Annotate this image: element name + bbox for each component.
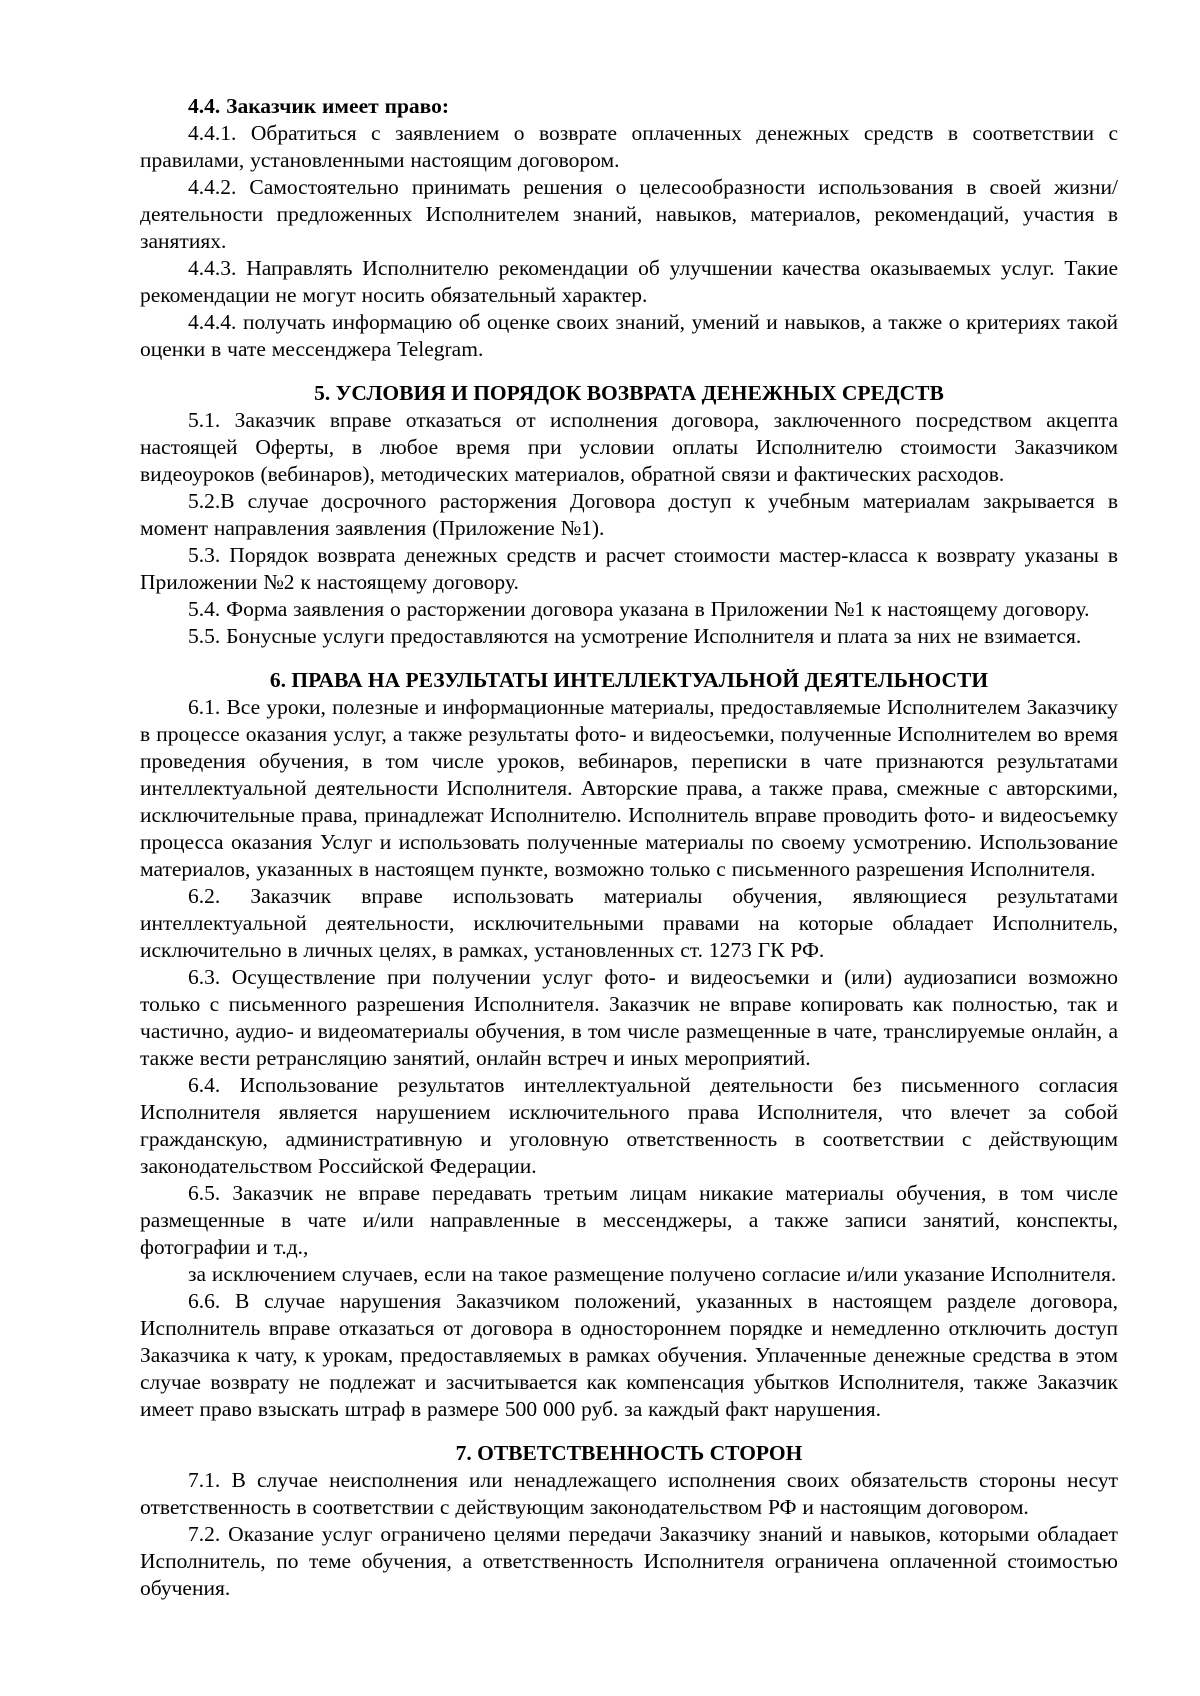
clause-5-3: 5.3. Порядок возврата денежных средств и расчет стоимости мастер-класса к возврату указаны в Приложении №2 к настоящему договору. <box>140 543 1118 594</box>
clause-4-4-1: 4.4.1. Обратиться с заявлением о возврате оплаченных денежных средств в соответствии с правилами, установленными настоящим договором. <box>140 121 1118 172</box>
clause-5-5: 5.5. Бонусные услуги предоставляются на усмотрение Исполнителя и плата за них не взимается. <box>188 624 1082 648</box>
clause-4-4-3: 4.4.3. Направлять Исполнителю рекомендации об улучшении качества оказываемых услуг. Такие рекомендации не могут носить обязательный характер. <box>140 256 1118 307</box>
clause-7-1: 7.1. В случае неисполнения или ненадлежащего исполнения своих обязательств стороны несут ответственность в соответствии с действующим законодательством РФ и настоящим договором. <box>140 1468 1118 1519</box>
clause-6-4: 6.4. Использование результатов интеллектуальной деятельности без письменного согласия Исполнителя является нарушением исключительного права Исполнителя, что влечет за собой гражданскую, административную и уголовную ответственность в соответствии с действующим законодательством Российской Федерации. <box>140 1073 1118 1178</box>
clause-6-2: 6.2. Заказчик вправе использовать материалы обучения, являющиеся результатами интеллектуальной деятельности, исключительными правами на которые обладает Исполнитель, исключительно в личных целях, в рамках, установленных ст. 1273 ГК РФ. <box>140 884 1118 962</box>
clause-6-3: 6.3. Осуществление при получении услуг фото- и видеосъемки и (или) аудиозаписи возможно только с письменного разрешения Исполнителя. Заказчик не вправе копировать как полностью, так и частично, аудио- и видеоматериалы обучения, в том числе размещенные в чате, транслируемые онлайн, а также вести ретрансляцию занятий, онлайн встреч и иных мероприятий. <box>140 965 1118 1070</box>
clause-6-5: 6.5. Заказчик не вправе передавать третьим лицам никакие материалы обучения, в том числе размещенные в чате и/или направленные в мессенджеры, а также записи занятий, конспекты, фотографии и т.д., <box>140 1181 1118 1259</box>
clause-4-4-4: 4.4.4. получать информацию об оценке своих знаний, умений и навыков, а также о критериях такой оценки в чате мессенджера Telegram. <box>140 310 1118 361</box>
clause-5-4: 5.4. Форма заявления о расторжении договора указана в Приложении №1 к настоящему договору. <box>188 597 1090 621</box>
clause-6-1: 6.1. Все уроки, полезные и информационные материалы, предоставляемые Исполнителем Заказчику в процессе оказания услуг, а также результаты фото- и видеосъемки, полученные Исполнителем во время проведения обучения, в том числе уроков, вебинаров, переписки в чате признаются результатами интеллектуальной деятельности Исполнителя. Авторские права, а также права, смежные с авторскими, исключительные права, принадлежат Исполнителю. Исполнитель вправе проводить фото- и видеосъемку процесса оказания Услуг и использовать полученные материалы по своему усмотрению. Использование материалов, указанных в настоящем пункте, возможно только с письменного разрешения Исполнителя. <box>140 695 1118 881</box>
section-7-heading: 7. ОТВЕТСТВЕННОСТЬ СТОРОН <box>455 1441 803 1465</box>
clause-6-6: 6.6. В случае нарушения Заказчиком положений, указанных в настоящем разделе договора, Исполнитель вправе отказаться от договора в одностороннем порядке и немедленно отключить доступ Заказчика к чату, к урокам, предоставляемых в рамках обучения. Уплаченные денежные средства в этом случае возврату не подлежат и засчитывается как компенсация убытков Исполнителя, также Заказчик имеет право взыскать штраф в размере 500 000 руб. за каждый факт нарушения. <box>140 1289 1118 1421</box>
clause-5-2: 5.2.В случае досрочного расторжения Договора доступ к учебным материалам закрывается в момент направления заявления (Приложение №1). <box>140 489 1118 540</box>
section-5-heading: 5. УСЛОВИЯ И ПОРЯДОК ВОЗВРАТА ДЕНЕЖНЫХ СРЕДСТВ <box>314 381 944 405</box>
clause-5-1: 5.1. Заказчик вправе отказаться от исполнения договора, заключенного посредством акцепта настоящей Оферты, в любое время при условии оплаты Исполнителю стоимости Заказчиком видеоуроков (вебинаров), методических материалов, обратной связи и фактических расходов. <box>140 408 1118 486</box>
clause-4-4-heading: 4.4. Заказчик имеет право: <box>188 94 450 118</box>
clause-4-4-2: 4.4.2. Самостоятельно принимать решения о целесообразности использования в своей жизни/деятельности предложенных Исполнителем знаний, навыков, материалов, рекомендаций, участия в занятиях. <box>140 175 1118 253</box>
clause-6-5-continuation: за исключением случаев, если на такое размещение получено согласие и/или указание Исполнителя. <box>188 1262 1117 1286</box>
section-6-heading: 6. ПРАВА НА РЕЗУЛЬТАТЫ ИНТЕЛЛЕКТУАЛЬНОЙ ДЕЯТЕЛЬНОСТИ <box>269 668 989 692</box>
clause-7-2: 7.2. Оказание услуг ограничено целями передачи Заказчику знаний и навыков, которыми обладает Исполнитель, по теме обучения, а ответственность Исполнителя ограничена оплаченной стоимостью обучения. <box>140 1522 1118 1600</box>
